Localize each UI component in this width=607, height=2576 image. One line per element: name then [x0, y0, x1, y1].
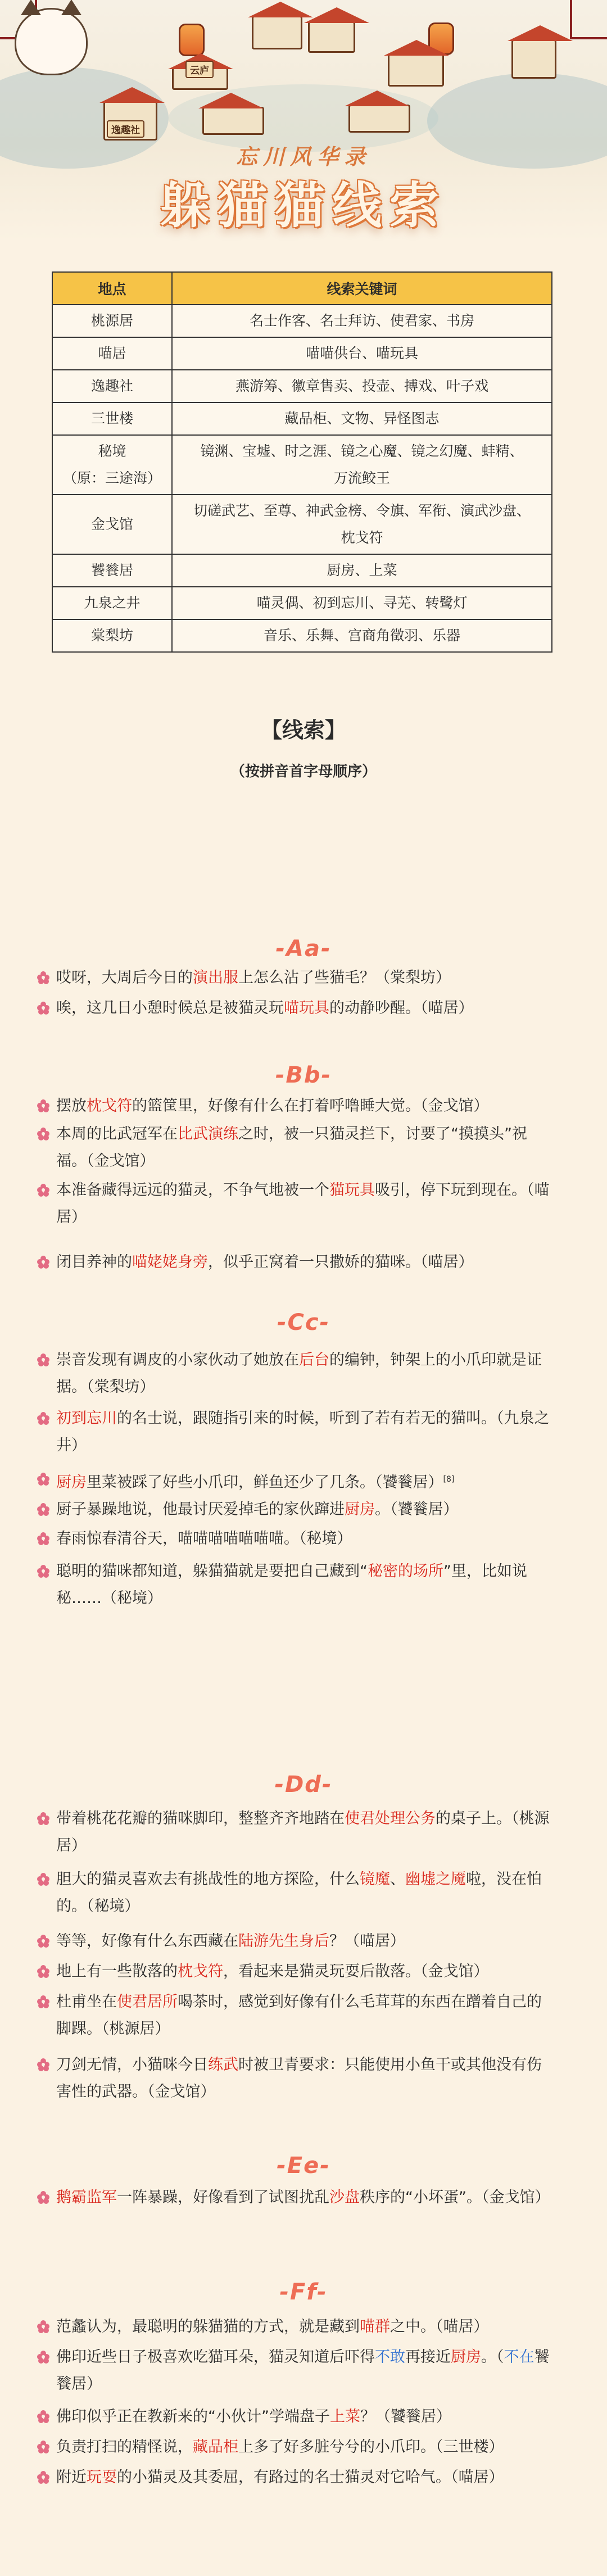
clue-text: 带着桃花花瓣的猫咪脚印，整整齐齐地踏在 — [56, 1810, 345, 1827]
clue-item — [56, 1525, 556, 1552]
flower-bullet-icon — [37, 1565, 49, 1577]
clue-text: 本准备藏得远远的猫灵，不争气地被一个 — [56, 1181, 329, 1199]
flower-bullet-icon — [37, 1935, 49, 1947]
clue-text: 的动静吵醒。（喵居） — [329, 999, 474, 1017]
highlight-text: 猫玩具 — [329, 1181, 375, 1199]
blue-text: 不在 — [504, 2348, 534, 2366]
clue-text: ？（饕餮居） — [360, 2408, 451, 2425]
table-header-location: 地点 — [52, 272, 172, 305]
highlight-text: 喵玩具 — [284, 999, 329, 1017]
clue-text: 里菜被踩了好些小爪印，鲜鱼还少了几条。（饕餮居） — [87, 1474, 443, 1491]
location-text: 逸趣社 — [90, 378, 133, 394]
section-subtitle: （按拼音首字母顺序） — [230, 763, 377, 780]
highlight-text: 使君处理公务 — [345, 1810, 436, 1827]
clue-item — [56, 1496, 556, 1523]
keywords-cell — [172, 305, 552, 337]
clue-item — [56, 1928, 556, 1955]
flower-bullet-icon — [37, 971, 49, 984]
clue-text: 范蠡认为，最聪明的躲猫猫的方式，就是藏到 — [56, 2318, 360, 2335]
clue-item — [56, 1866, 556, 1920]
clue-text: 附近 — [56, 2469, 87, 2486]
location-text: 三世楼 — [90, 410, 133, 427]
clue-text: 一阵暴躁，好像看到了试图扰乱 — [117, 2189, 329, 2206]
clue-text: 的名士说，跟随指引来的时候，听到了若有若无的猫叫。（九泉之井） — [56, 1410, 550, 1454]
highlight-text: 使君居所 — [117, 1993, 178, 2011]
cat-mascot-icon — [15, 8, 88, 75]
clue-item — [56, 965, 556, 992]
clue-text: 秩序的“小坏蛋”。（金戈馆） — [360, 2189, 550, 2206]
highlight-text: 幽墟之魇 — [405, 1871, 466, 1888]
location-cell — [52, 587, 172, 619]
letter-heading: -Ff- — [279, 2279, 328, 2305]
clue-item — [56, 2434, 556, 2461]
lantern-icon — [179, 24, 205, 56]
clue-item — [56, 1121, 556, 1175]
location-text: 饕餮居 — [90, 562, 133, 578]
clue-item — [56, 1177, 556, 1231]
highlight-text: 枕戈符 — [178, 1963, 223, 1980]
keywords-text: 喵灵偶、初到忘川、寻芜、转鹭灯 — [256, 595, 468, 611]
letter-heading: -Cc- — [277, 1310, 330, 1335]
highlight-text: 陆游先生身后 — [238, 1932, 329, 1950]
location-text: 金戈馆 — [90, 516, 133, 532]
table-header-row — [52, 272, 552, 305]
clue-text: 杜甫坐在 — [56, 1993, 117, 2011]
clue-text: 。（饕餮居） — [375, 1501, 459, 1518]
footnote-mark: [8] — [443, 1475, 455, 1484]
clue-text: 啦，没在怕的。（秘境） — [56, 1871, 542, 1915]
letter-heading: -Aa- — [275, 936, 332, 962]
letter-heading: -Dd- — [274, 1772, 333, 1798]
location-text: 九泉之井 — [84, 595, 141, 611]
clue-text: 负责打扫的精怪说， — [56, 2438, 193, 2456]
location-text: 桃源居 — [90, 313, 133, 329]
clue-text: 佛印似乎正在教新来的“小伙计”学端盘子 — [56, 2408, 330, 2425]
flower-bullet-icon — [37, 1965, 49, 1977]
table-row — [52, 554, 552, 587]
keywords-cell — [172, 435, 552, 495]
highlight-text: 秘密的场所 — [368, 1563, 443, 1580]
clue-text: 胆大的猫灵喜欢去有挑战性的地方探险，什么 — [56, 1871, 360, 1888]
building-icon — [388, 54, 444, 87]
keywords-text: 万流鲛王 — [333, 470, 390, 486]
highlight-text: 沙盘 — [329, 2189, 360, 2206]
flower-bullet-icon — [37, 1099, 49, 1112]
keywords-cell — [172, 370, 552, 402]
letter-heading: -Bb- — [275, 1062, 332, 1088]
clue-text: 上多了好多脏兮兮的小爪印。（三世楼） — [238, 2438, 504, 2456]
page-title: 躲猫猫线索 — [160, 176, 447, 234]
clue-text: 地上有一些散落的 — [56, 1963, 178, 1980]
flower-bullet-icon — [37, 1995, 49, 2008]
highlight-text: 演出服 — [193, 969, 238, 986]
flower-bullet-icon — [37, 2191, 49, 2203]
highlight-text: 厨房 — [345, 1501, 375, 1518]
keywords-text: 枕戈符 — [341, 529, 383, 546]
highlight-text: 藏品柜 — [193, 2438, 238, 2456]
clue-text: ”里，比如说秘……（秘境） — [56, 1563, 527, 1607]
clue-text: 饕餮居） — [56, 2348, 550, 2393]
flower-bullet-icon — [37, 1412, 49, 1424]
clue-text: ，看起来是猫灵玩耍后散落。（金戈馆） — [223, 1963, 489, 1980]
frame-corner — [570, 0, 607, 39]
clue-text: 。（ — [481, 2348, 504, 2366]
keywords-text: 厨房、上菜 — [327, 562, 397, 578]
flower-bullet-icon — [37, 2351, 49, 2363]
banner-subtitle: 忘川风华录 — [235, 144, 371, 169]
clue-item — [56, 2344, 556, 2398]
highlight-text: 初到忘川 — [56, 1410, 117, 1427]
keywords-text: 音乐、乐舞、宫商角徵羽、乐器 — [263, 627, 460, 644]
clue-text: 聪明的猫咪都知道，躲猫猫就是要把自己藏到“ — [56, 1563, 368, 1580]
table-row — [52, 402, 552, 435]
flower-bullet-icon — [37, 1184, 49, 1196]
clue-item — [56, 2464, 556, 2491]
highlight-text: 上菜 — [329, 2408, 360, 2425]
keywords-text: 切磋武艺、至尊、神武金榜、令旗、军衔、演武沙盘、 — [193, 502, 531, 519]
flower-bullet-icon — [37, 2441, 49, 2453]
location-cell — [52, 495, 172, 554]
keywords-cell — [172, 587, 552, 619]
building-icon — [348, 105, 410, 133]
flower-bullet-icon — [37, 1128, 49, 1140]
clue-text: 之时，被一只猫灵拦下，讨要了“摸摸头”祝福。（金戈馆） — [56, 1125, 527, 1170]
clue-text: 时被卫青要求：只能使用小鱼干或其他没有伤害性的武器。（金戈馆） — [56, 2056, 542, 2100]
flower-bullet-icon — [37, 1473, 49, 1485]
clue-item — [56, 2052, 556, 2106]
keywords-text: 名士作客、名士拜访、使君家、书房 — [249, 313, 474, 329]
clue-text: 等等，好像有什么东西藏在 — [56, 1932, 238, 1950]
highlight-text: 喵群 — [360, 2318, 390, 2335]
place-label: 云庐 — [185, 61, 214, 78]
keywords-text: 燕游筹、徽章售卖、投壶、搏戏、叶子戏 — [235, 378, 488, 394]
clue-text: 上怎么沾了些猫毛？（棠梨坊） — [238, 969, 451, 986]
clue-text: 厨子暴躁地说，他最讨厌爱掉毛的家伙蹿进 — [56, 1501, 345, 1518]
section-title: 【线索】 — [260, 718, 346, 743]
clue-item — [56, 1989, 556, 2043]
clue-text: 的编钟，钟架上的小爪印就是证据。（棠梨坊） — [56, 1351, 542, 1396]
keywords-text: 藏品柜、文物、异怪图志 — [284, 410, 440, 427]
flower-bullet-icon — [37, 1873, 49, 1885]
flower-bullet-icon — [37, 1353, 49, 1366]
clue-text: 吸引，停下玩到现在。（喵居） — [56, 1181, 550, 1226]
flower-bullet-icon — [37, 1002, 49, 1014]
highlight-text: 练武 — [208, 2056, 238, 2074]
flower-bullet-icon — [37, 2320, 49, 2333]
clue-text: 摆放 — [56, 1097, 87, 1115]
keywords-text: 喵喵供台、喵玩具 — [305, 345, 418, 361]
clue-item — [56, 2403, 556, 2430]
location-cell — [52, 305, 172, 337]
clue-text: 佛印近些日子极喜欢吃猫耳朵，猫灵知道后吓得 — [56, 2348, 375, 2366]
table-row — [52, 587, 552, 619]
building-icon — [202, 107, 264, 135]
keywords-cell — [172, 402, 552, 435]
location-cell — [52, 554, 172, 587]
table-row — [52, 370, 552, 402]
building-icon — [511, 39, 556, 79]
clue-item — [56, 1466, 556, 1496]
location-cell — [52, 435, 172, 495]
table-row — [52, 495, 552, 554]
flower-bullet-icon — [37, 1532, 49, 1545]
clue-text: 闭目养神的 — [56, 1253, 132, 1271]
flower-bullet-icon — [37, 2058, 49, 2071]
clue-text: 的桌子上。（桃源居） — [56, 1810, 550, 1854]
building-icon — [252, 16, 302, 49]
location-text: 棠梨坊 — [90, 627, 133, 644]
table-row — [52, 305, 552, 337]
location-text: 喵居 — [98, 345, 126, 361]
highlight-text: 比武演练 — [178, 1125, 238, 1143]
flower-bullet-icon — [37, 2471, 49, 2483]
location-cell — [52, 337, 172, 370]
clue-item — [56, 1805, 556, 1859]
clue-text: 再接近 — [405, 2348, 451, 2366]
flower-bullet-icon — [37, 1812, 49, 1825]
keywords-text: 镜渊、宝墟、时之涯、镜之心魔、镜之幻魔、蚌精、 — [200, 443, 524, 459]
clue-text: 、 — [390, 1871, 405, 1888]
keywords-cell — [172, 619, 552, 652]
highlight-text: 镜魔 — [360, 1871, 390, 1888]
clue-text: 的篮筐里，好像有什么在打着呼噜睡大觉。（金戈馆） — [132, 1097, 489, 1115]
highlight-text: 喵姥姥身旁 — [132, 1253, 208, 1271]
flower-bullet-icon — [37, 1503, 49, 1515]
keywords-cell — [172, 495, 552, 554]
clue-item — [56, 1249, 556, 1276]
clue-keyword-table — [52, 271, 552, 653]
location-cell — [52, 402, 172, 435]
location-cell — [52, 370, 172, 402]
keywords-cell — [172, 337, 552, 370]
location-cell — [52, 619, 172, 652]
location-text: 秘境 — [98, 443, 126, 459]
building-icon — [308, 21, 355, 53]
table-header-keywords: 线索关键词 — [172, 272, 552, 305]
highlight-text: 玩耍 — [87, 2469, 117, 2486]
highlight-text: 鹅霸监军 — [56, 2189, 117, 2206]
highlight-text: 厨房 — [56, 1474, 87, 1491]
clue-text: ，似乎正窝着一只撒娇的猫咪。（喵居） — [208, 1253, 474, 1271]
header-banner — [0, 0, 607, 242]
clue-item — [56, 1958, 556, 1985]
clue-item — [56, 2184, 556, 2211]
flower-bullet-icon — [37, 2410, 49, 2423]
clue-item — [56, 2314, 556, 2340]
clue-text: 之中。（喵居） — [390, 2318, 489, 2335]
clue-text: 春雨惊春清谷天，喵喵喵喵喵喵喵。（秘境） — [56, 1530, 352, 1547]
blue-text: 不敢 — [375, 2348, 405, 2366]
clue-text: 的小猫灵及其委屈，有路过的名士猫灵对它哈气。（喵居） — [117, 2469, 504, 2486]
location-text: （原：三途海） — [62, 470, 161, 486]
clue-text: 哎呀，大周后今日的 — [56, 969, 193, 986]
clue-item — [56, 995, 556, 1022]
clue-item — [56, 1558, 556, 1612]
clue-item — [56, 1093, 556, 1120]
table-row — [52, 435, 552, 495]
clue-text: 刀剑无情，小猫咪今日 — [56, 2056, 208, 2074]
keywords-cell — [172, 554, 552, 587]
clue-text: 喝茶时，感觉到好像有什么毛茸茸的东西在蹭着自己的脚踝。（桃源居） — [56, 1993, 542, 2038]
clue-item — [56, 1405, 556, 1459]
table-row — [52, 337, 552, 370]
flower-bullet-icon — [37, 1256, 49, 1268]
clue-text: ？（喵居） — [329, 1932, 405, 1950]
clue-text: 唉，这几日小憩时候总是被猫灵玩 — [56, 999, 284, 1017]
letter-heading: -Ee- — [277, 2153, 330, 2179]
highlight-text: 厨房 — [451, 2348, 481, 2366]
place-label: 逸趣社 — [107, 120, 144, 138]
highlight-text: 后台 — [299, 1351, 329, 1369]
clue-text: 本周的比武冠军在 — [56, 1125, 178, 1143]
clue-item — [56, 1347, 556, 1401]
table-row — [52, 619, 552, 652]
table-body — [52, 305, 552, 652]
clue-text: 崇音发现有调皮的小家伙动了她放在 — [56, 1351, 299, 1369]
highlight-text: 枕戈符 — [87, 1097, 132, 1115]
